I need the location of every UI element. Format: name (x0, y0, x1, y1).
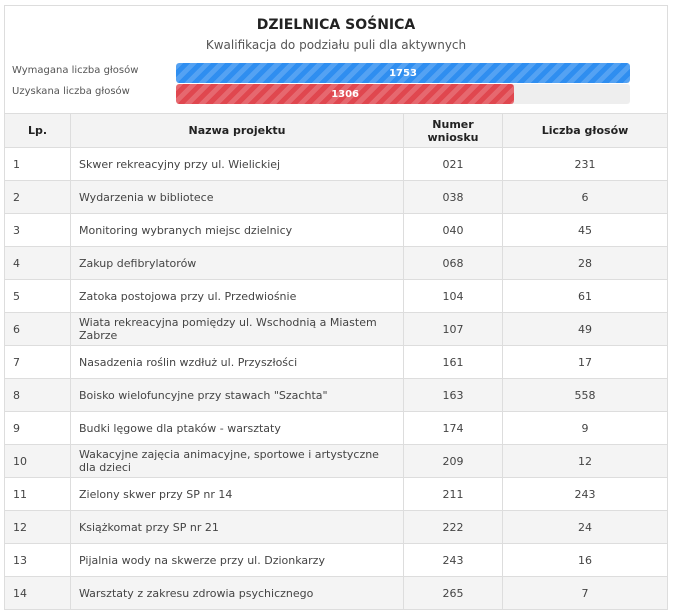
row-vote-count: 12 (503, 445, 668, 478)
row-lp: 4 (5, 247, 71, 280)
required-votes-bar (176, 63, 630, 83)
card-header (5, 16, 667, 53)
required-votes-row (5, 63, 667, 81)
row-project-name: Wiata rekreacyjna pomiędzy ul. Wschodnią a Miastem Zabrze (71, 313, 404, 346)
row-lp: 10 (5, 445, 71, 478)
district-title: DZIELNICA SOŚNICA (256, 17, 416, 33)
row-vote-count: 7 (503, 577, 668, 610)
required-votes-label: Wymagana liczba głosów (12, 65, 139, 76)
row-application-number: 021 (404, 148, 503, 181)
row-lp: 2 (5, 181, 71, 214)
row-lp: 9 (5, 412, 71, 445)
row-vote-count: 16 (503, 544, 668, 577)
row-project-name: Nasadzenia roślin wzdłuż ul. Przyszłości (71, 346, 404, 379)
row-vote-count: 49 (503, 313, 668, 346)
row-vote-count: 243 (503, 478, 668, 511)
table-row (5, 280, 668, 313)
required-votes-track (176, 63, 630, 83)
row-lp: 8 (5, 379, 71, 412)
row-vote-count: 9 (503, 412, 668, 445)
row-application-number: 040 (404, 214, 503, 247)
row-application-number: 104 (404, 280, 503, 313)
table-row (5, 478, 668, 511)
row-project-name: Skwer rekreacyjny przy ul. Wielickiej (71, 148, 404, 181)
row-application-number: 211 (404, 478, 503, 511)
header-application-number: Numer wniosku (404, 114, 503, 148)
row-application-number: 209 (404, 445, 503, 478)
row-lp: 14 (5, 577, 71, 610)
row-lp: 1 (5, 148, 71, 181)
table-row (5, 181, 668, 214)
row-project-name: Boisko wielofuncyjne przy stawach "Szachta" (71, 379, 404, 412)
row-vote-count: 28 (503, 247, 668, 280)
projects-table (4, 113, 668, 610)
row-project-name: Książkomat przy SP nr 21 (71, 511, 404, 544)
row-application-number: 038 (404, 181, 503, 214)
row-project-name: Zatoka postojowa przy ul. Przedwiośnie (71, 280, 404, 313)
qualification-subtitle: Kwalifikacja do podziału puli dla aktywnych (205, 38, 467, 52)
row-lp: 6 (5, 313, 71, 346)
header-vote-count: Liczba głosów (503, 114, 668, 148)
row-lp: 12 (5, 511, 71, 544)
row-application-number: 163 (404, 379, 503, 412)
district-card (4, 5, 668, 608)
table-row (5, 214, 668, 247)
table-row (5, 313, 668, 346)
header-project-name: Nazwa projektu (71, 114, 404, 148)
table-row (5, 247, 668, 280)
row-project-name: Budki lęgowe dla ptaków - warsztaty (71, 412, 404, 445)
obtained-votes-bar (176, 84, 514, 104)
row-lp: 13 (5, 544, 71, 577)
row-project-name: Wakacyjne zajęcia animacyjne, sportowe i artystyczne dla dzieci (71, 445, 404, 478)
row-vote-count: 24 (503, 511, 668, 544)
table-row (5, 379, 668, 412)
row-application-number: 161 (404, 346, 503, 379)
row-lp: 3 (5, 214, 71, 247)
row-project-name: Wydarzenia w bibliotece (71, 181, 404, 214)
row-vote-count: 558 (503, 379, 668, 412)
table-row (5, 511, 668, 544)
row-vote-count: 231 (503, 148, 668, 181)
row-lp: 11 (5, 478, 71, 511)
row-application-number: 222 (404, 511, 503, 544)
table-row (5, 445, 668, 478)
table-row (5, 412, 668, 445)
row-vote-count: 6 (503, 181, 668, 214)
row-project-name: Monitoring wybranych miejsc dzielnicy (71, 214, 404, 247)
header-lp: Lp. (5, 114, 71, 148)
row-lp: 5 (5, 280, 71, 313)
obtained-votes-track (176, 84, 630, 104)
row-project-name: Warsztaty z zakresu zdrowia psychicznego (71, 577, 404, 610)
row-application-number: 265 (404, 577, 503, 610)
obtained-votes-value: 1306 (331, 88, 360, 100)
row-vote-count: 17 (503, 346, 668, 379)
table-row (5, 577, 668, 610)
row-vote-count: 61 (503, 280, 668, 313)
row-lp: 7 (5, 346, 71, 379)
row-project-name: Pijalnia wody na skwerze przy ul. Dzionkarzy (71, 544, 404, 577)
row-application-number: 107 (404, 313, 503, 346)
row-project-name: Zakup defibrylatorów (71, 247, 404, 280)
obtained-votes-label: Uzyskana liczba głosów (12, 86, 130, 97)
obtained-votes-row (5, 84, 667, 102)
row-application-number: 243 (404, 544, 503, 577)
row-application-number: 174 (404, 412, 503, 445)
row-vote-count: 45 (503, 214, 668, 247)
table-row (5, 148, 668, 181)
row-application-number: 068 (404, 247, 503, 280)
required-votes-value: 1753 (389, 67, 417, 79)
table-row (5, 346, 668, 379)
row-project-name: Zielony skwer przy SP nr 14 (71, 478, 404, 511)
table-header-row (5, 114, 668, 148)
table-row (5, 544, 668, 577)
